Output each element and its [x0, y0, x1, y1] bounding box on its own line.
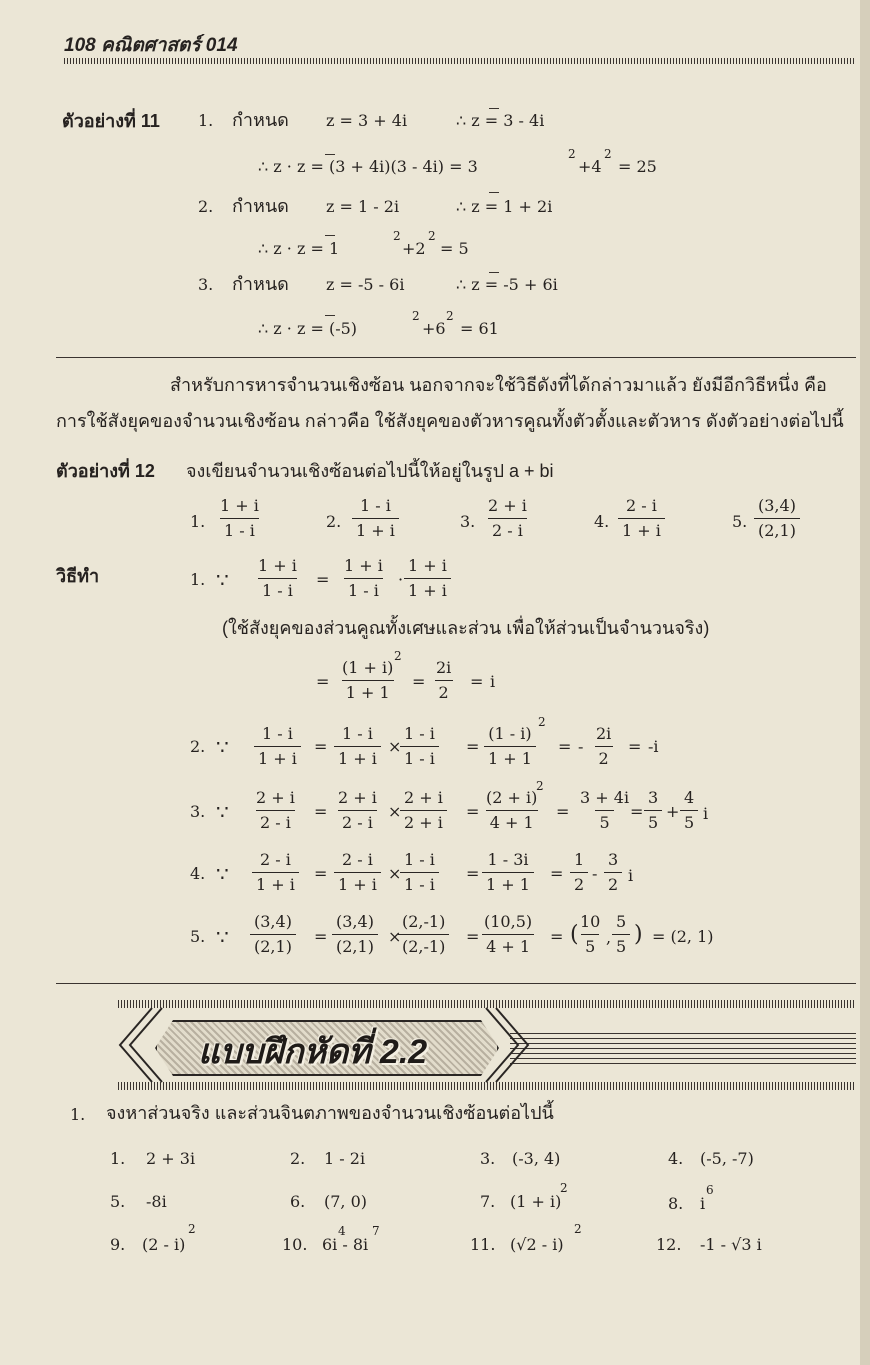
exercise-item-9-sup: 2 [188, 1222, 196, 1236]
exercise-q1-text: จงหาส่วนจริง และส่วนจินตภาพของจำนวนเชิงซ้อนต่อไปนี้ [106, 1103, 554, 1123]
equals-sign: = [558, 737, 572, 756]
conj-bar [489, 272, 499, 273]
times-operator: × [388, 737, 402, 756]
equals-sign: = [316, 570, 330, 589]
conj-bar [489, 192, 499, 193]
sol-3-frac-4: $\frac{(2 + i)}{4 + 1}$ [486, 788, 538, 832]
sol-4-frac-4: $\frac{1 - 3i}{1 + 1}$ [482, 852, 534, 893]
equals-sign: = [466, 737, 480, 756]
ex11-line2-sup2: 2 [604, 147, 612, 161]
example-11-label: ตัวอย่างที่ 11 [62, 111, 160, 131]
ex11-line6-end: = 61 [460, 319, 499, 338]
sol-4-num: 4. [190, 864, 206, 883]
sol-1-frac-3: $\frac{1 + i}{1 + i}$ [404, 558, 451, 599]
ex11-line6-tail: +6 [422, 319, 446, 338]
sol-1b-frac-2: $\frac{2i}{2}$ [436, 658, 452, 702]
ex11-line5-word: กำหนด [232, 274, 289, 294]
sol-2-frac-2: $\frac{1 - i}{1 + i}$ [334, 726, 381, 767]
sol-2-frac-1: $\frac{1 - i}{1 + i}$ [254, 726, 301, 767]
exercise-item-2-value: 1 - 2i [324, 1149, 366, 1168]
exercise-item-8-num: 8. [668, 1194, 684, 1213]
exercise-item-3-value: (-3, 4) [512, 1149, 561, 1168]
sol-1-num: 1. [190, 570, 206, 589]
comma: , [606, 928, 612, 947]
page-edge [860, 0, 870, 1365]
exercise-item-12-num: 12. [656, 1235, 682, 1254]
problem-3-fraction: $\frac{2 + i}{2 - i}$ [488, 496, 527, 540]
section-divider [56, 357, 856, 358]
equals-sign: = [630, 802, 644, 821]
paragraph-line-1: สำหรับการหารจำนวนเชิงซ้อน นอกจากจะใช้วิธีดังที่ได้กล่าวมาแล้ว ยังมีอีกวิธีหนึ่ง คือ [170, 375, 827, 395]
exercise-item-11-sup: 2 [574, 1222, 582, 1236]
ex11-line4-sup1: 2 [393, 229, 401, 243]
ex11-line6-sup2: 2 [446, 309, 454, 323]
sol-1b-frac-1: $\frac{(1 + i)}{1 + 1}$ [342, 658, 394, 702]
exercise-item-7-value: (1 + i) [510, 1192, 562, 1211]
sol-4-frac-2: $\frac{2 - i}{1 + i}$ [334, 852, 381, 893]
sol-5-frac-5: $\frac{10}{5}$ [580, 912, 601, 956]
sol-5-frac-1: $\frac{(3,4)}{(2,1)}$ [250, 914, 296, 955]
exercise-item-1-value: 2 + 3i [146, 1149, 196, 1168]
because-symbol: ∵ [216, 925, 229, 949]
sol-2-frac-3: $\frac{1 - i}{1 - i}$ [400, 726, 439, 767]
exercise-item-7-num: 7. [480, 1192, 496, 1211]
ex11-line4-tail: +2 [402, 239, 426, 258]
equals-sign: = [314, 737, 328, 756]
times-operator: × [388, 802, 402, 821]
problem-4-num: 4. [594, 512, 610, 531]
because-symbol: ∵ [216, 800, 229, 824]
exercise-item-11-value: (√2 - i) [510, 1235, 564, 1254]
solution-note: (ใช้สังยุคของส่วนคูณทั้งเศษและส่วน เพื่อให้ส่วนเป็นจำนวนจริง) [222, 618, 710, 638]
sol-1-frac-2: $\frac{1 + i}{1 - i}$ [344, 556, 383, 600]
ex11-line1-conj: ∴ z = 3 - 4i [456, 111, 545, 130]
example-12-instruction: จงเขียนจำนวนเชิงซ้อนต่อไปนี้ให้อยู่ในรูป a + bi [186, 461, 554, 481]
equals-sign: = [314, 802, 328, 821]
ex11-line1-expr: z = 3 + 4i [326, 111, 408, 130]
problem-1-num: 1. [190, 512, 206, 531]
exercise-item-7-sup: 2 [560, 1181, 568, 1195]
because-symbol: ∵ [216, 735, 229, 759]
exercise-item-11-num: 11. [470, 1235, 496, 1254]
times-operator: × [388, 927, 402, 946]
exercise-item-8-value: i [700, 1194, 706, 1213]
banner-side-lines [510, 1030, 856, 1064]
ex11-line5-expr: z = -5 - 6i [326, 275, 405, 294]
sol-1b-sup: 2 [394, 649, 402, 663]
exercise-item-10-value: 6i - 8i [322, 1235, 369, 1254]
header-hatch-rule [64, 58, 856, 64]
ex11-line3-expr: z = 1 - 2i [326, 197, 400, 216]
ex11-line2-sup1: 2 [568, 147, 576, 161]
equals-sign: = [314, 927, 328, 946]
equals-sign: = [466, 927, 480, 946]
exercise-item-12-value: -1 - √3 i [700, 1235, 762, 1254]
sol-5-frac-6: $\frac{5}{5}$ [612, 914, 630, 955]
exercise-item-6-num: 6. [290, 1192, 306, 1211]
solution-label: วิธีทำ [56, 566, 100, 586]
problem-1-fraction: $\frac{1 + i}{1 - i}$ [220, 496, 259, 540]
minus-sign: - [592, 864, 598, 883]
equals-sign: = [316, 672, 330, 691]
ex11-line6-expr: ∴ z · z = (-5) [258, 319, 358, 338]
equals-sign: = [466, 802, 480, 821]
page-header [64, 36, 238, 55]
sol-3-frac-7: $\frac{4}{5}$ [680, 790, 698, 831]
sol-2-sup: 2 [538, 715, 546, 729]
problem-5-num: 5. [732, 512, 748, 531]
sol-4-frac-5: $\frac{1}{2}$ [570, 852, 588, 893]
because-symbol: ∵ [216, 568, 229, 592]
exercise-banner-title: แบบฝึกหัดที่ 2.2 [198, 1033, 428, 1071]
open-paren: ( [570, 922, 579, 947]
times-operator: × [388, 864, 402, 883]
paragraph-line-2: การใช้สังยุคของจำนวนเชิงซ้อน กล่าวคือ ใช้สังยุคของตัวหารคูณทั้งตัวตั้งและตัวหาร ดังตัวอย่างต่อไปนี้ [56, 411, 844, 431]
equals-sign: = [314, 864, 328, 883]
ex11-line3-num: 2. [198, 197, 214, 216]
plus-sign: + [666, 802, 680, 821]
problem-4-fraction: $\frac{2 - i}{1 + i}$ [618, 498, 665, 539]
sol-3-frac-5: $\frac{3 + 4i}{5}$ [580, 788, 630, 832]
section-divider [56, 983, 856, 984]
exercise-item-4-value: (-5, -7) [700, 1149, 754, 1168]
conj-bar [325, 154, 335, 155]
sol-5-frac-4: $\frac{(10,5)}{4 + 1}$ [484, 912, 533, 956]
problem-5-fraction: $\frac{(3,4)}{(2,1)}$ [754, 498, 800, 539]
equals-sign: = [556, 802, 570, 821]
conj-bar [325, 235, 335, 236]
ex11-line5-conj: ∴ z = -5 + 6i [456, 275, 558, 294]
exercise-item-9-value: (2 - i) [142, 1235, 186, 1254]
ex11-line3-conj: ∴ z = 1 + 2i [456, 197, 553, 216]
problem-2-num: 2. [326, 512, 342, 531]
sol-2-frac-4: $\frac{(1 - i)}{1 + 1}$ [484, 726, 536, 767]
exercise-item-10-sup2: 7 [372, 1224, 380, 1238]
exercise-item-9-num: 9. [110, 1235, 126, 1254]
exercise-item-5-value: -8i [146, 1192, 167, 1211]
sol-4-frac-3: $\frac{1 - i}{1 - i}$ [400, 852, 439, 893]
imag-unit: i [703, 804, 709, 823]
exercise-item-10-num: 10. [282, 1235, 308, 1254]
sol-3-num: 3. [190, 802, 206, 821]
sol-4-frac-1: $\frac{2 - i}{1 + i}$ [252, 852, 299, 893]
sol-2-result: -i [648, 737, 659, 756]
problem-2-fraction: $\frac{1 - i}{1 + i}$ [352, 498, 399, 539]
close-paren: ) [634, 922, 643, 947]
ex11-line2-tail: +4 [578, 157, 602, 176]
exercise-item-4-num: 4. [668, 1149, 684, 1168]
exercise-q1-num: 1. [70, 1105, 86, 1124]
minus-sign: - [578, 737, 584, 756]
problem-3-num: 3. [460, 512, 476, 531]
sol-3-frac-3: $\frac{2 + i}{2 + i}$ [400, 790, 447, 831]
sol-4-frac-6: $\frac{3}{2}$ [604, 852, 622, 893]
equals-sign: = [466, 864, 480, 883]
exercise-item-8-sup: 6 [706, 1183, 714, 1197]
sol-2-frac-5: $\frac{2i}{2}$ [596, 724, 612, 768]
ex11-line4-expr: ∴ z · z = 1 [258, 239, 340, 258]
because-symbol: ∵ [216, 862, 229, 886]
sol-5-frac-3: $\frac{(2,-1)}{(2,-1)}$ [398, 914, 449, 955]
sol-1b-result: i [490, 672, 496, 691]
equals-sign: = [412, 672, 426, 691]
equals-sign: = [550, 927, 564, 946]
equals-sign: = [550, 864, 564, 883]
sol-5-frac-2: $\frac{(3,4)}{(2,1)}$ [332, 914, 378, 955]
sol-1-frac-1: $\frac{1 + i}{1 - i}$ [258, 556, 297, 600]
conj-bar [489, 108, 499, 109]
exercise-item-10-sup: 4 [338, 1224, 346, 1238]
ex11-line2-expr: ∴ z · z = (3 + 4i)(3 - 4i) = 3 [258, 157, 478, 176]
ex11-line3-word: กำหนด [232, 196, 289, 216]
exercise-item-3-num: 3. [480, 1149, 496, 1168]
exercise-item-2-num: 2. [290, 1149, 306, 1168]
ex11-line1-word: กำหนด [232, 110, 289, 130]
sol-5-num: 5. [190, 927, 206, 946]
imag-unit: i [628, 866, 634, 885]
ex11-line4-sup2: 2 [428, 229, 436, 243]
sol-3-sup: 2 [536, 779, 544, 793]
sol-3-frac-2: $\frac{2 + i}{2 - i}$ [338, 788, 377, 832]
exercise-item-5-num: 5. [110, 1192, 126, 1211]
book-title: คณิตศาสตร์ 014 [100, 35, 238, 56]
example-12-label: ตัวอย่างที่ 12 [56, 461, 155, 481]
ex11-line4-end: = 5 [440, 239, 469, 258]
ex11-line5-num: 3. [198, 275, 214, 294]
sol-5-result: = (2, 1) [652, 927, 714, 946]
ex11-line6-sup1: 2 [412, 309, 420, 323]
exercise-item-1-num: 1. [110, 1149, 126, 1168]
page-number: 108 [64, 35, 96, 56]
conj-bar [325, 315, 335, 316]
dot-operator: · [398, 570, 404, 589]
ex11-line2-end: = 25 [618, 157, 657, 176]
sol-3-frac-1: $\frac{2 + i}{2 - i}$ [256, 788, 295, 832]
equals-sign: = [470, 672, 484, 691]
sol-2-num: 2. [190, 737, 206, 756]
exercise-item-6-value: (7, 0) [324, 1192, 368, 1211]
ex11-line1-num: 1. [198, 111, 214, 130]
equals-sign: = [628, 737, 642, 756]
sol-3-frac-6: $\frac{3}{5}$ [644, 790, 662, 831]
